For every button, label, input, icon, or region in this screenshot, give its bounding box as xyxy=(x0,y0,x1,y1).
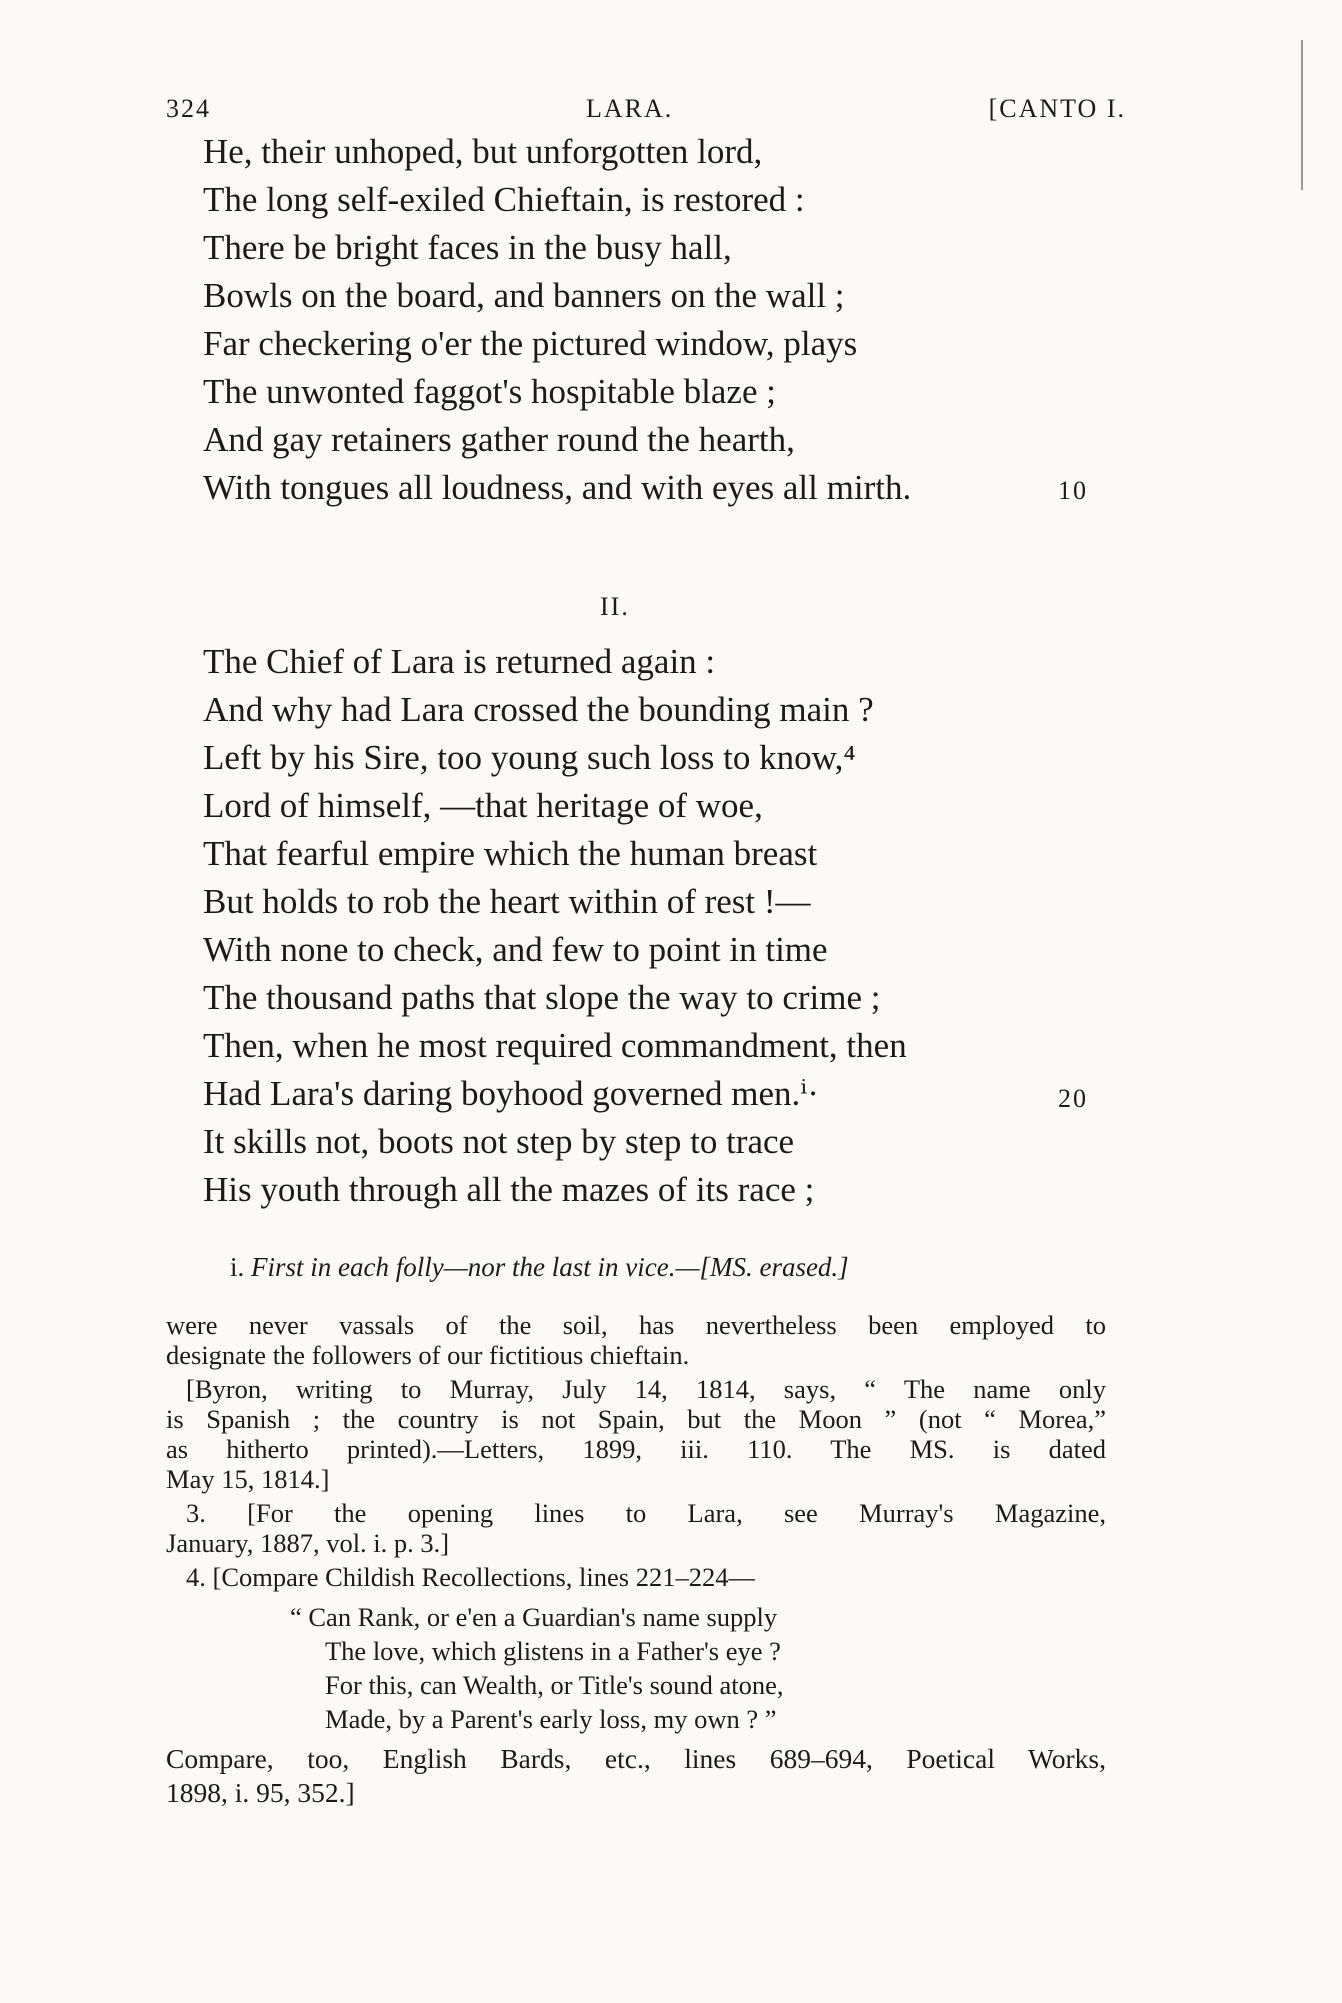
footnote-line: Compare, too, English Bards, etc., lines 689–694, Poetical Works, xyxy=(166,1743,1106,1774)
footnote-line: were never vassals of the soil, has nevertheless been employed to xyxy=(166,1310,1106,1340)
footnote-line: is Spanish ; the country is not Spain, but the Moon ” (not “ Morea,” xyxy=(166,1404,1106,1434)
verse-line: The unwonted faggot's hospitable blaze ; xyxy=(203,372,776,411)
verse-line: With none to check, and few to point in time xyxy=(203,930,828,969)
canto-label: [CANTO I. xyxy=(988,94,1126,123)
variant-footnote xyxy=(230,1252,849,1283)
line-number: 20 xyxy=(1058,1084,1088,1113)
verse-line: Then, when he most required commandment, then xyxy=(203,1026,907,1065)
footnote-line: as hitherto printed).—Letters, 1899, iii. 110. The MS. is dated xyxy=(166,1434,1106,1464)
verse-line: The thousand paths that slope the way to crime ; xyxy=(203,978,881,1017)
quote-line: “ Can Rank, or e'en a Guardian's name supply xyxy=(290,1602,778,1632)
footnote-line: designate the followers of our fictitious chieftain. xyxy=(166,1340,690,1370)
verse-line: Lord of himself, —that heritage of woe, xyxy=(203,786,763,825)
variant-text: First in each folly—nor the last in vice.—[MS. erased.] xyxy=(251,1252,849,1282)
footnote-line: 1898, i. 95, 352.] xyxy=(166,1777,355,1808)
verse-line: There be bright faces in the busy hall, xyxy=(203,228,732,267)
verse-line: Far checkering o'er the pictured window, plays xyxy=(203,324,858,363)
line-number: 10 xyxy=(1058,476,1088,505)
verse-line: Bowls on the board, and banners on the wall ; xyxy=(203,276,845,315)
footnote-line: January, 1887, vol. i. p. 3.] xyxy=(166,1528,450,1558)
quote-line: For this, can Wealth, or Title's sound atone, xyxy=(325,1670,784,1700)
verse-line: He, their unhoped, but unforgotten lord, xyxy=(203,132,763,171)
verse-line: With tongues all loudness, and with eyes all mirth. xyxy=(203,468,912,507)
verse-line: But holds to rob the heart within of rest !— xyxy=(203,882,811,921)
footnote-line: May 15, 1814.] xyxy=(166,1464,330,1494)
quote-line: Made, by a Parent's early loss, my own ? ” xyxy=(325,1704,777,1734)
verse-line: It skills not, boots not step by step to trace xyxy=(203,1122,795,1161)
running-title: LARA. xyxy=(586,94,674,123)
verse-line: Left by his Sire, too young such loss to know,⁴ xyxy=(203,738,856,777)
footnote-line: 3. [For the opening lines to Lara, see Murray's Magazine, xyxy=(186,1498,1106,1528)
page-number: 324 xyxy=(166,94,211,123)
quote-line: The love, which glistens in a Father's eye ? xyxy=(325,1636,781,1666)
footnote-line: 4. [Compare Childish Recollections, lines 221–224— xyxy=(186,1562,755,1592)
verse-line: The long self-exiled Chieftain, is restored : xyxy=(203,180,805,219)
section-number: II. xyxy=(600,592,630,621)
variant-marker: i. xyxy=(230,1252,245,1282)
margin-rule xyxy=(1301,40,1303,190)
footnote-line: [Byron, writing to Murray, July 14, 1814, says, “ The name only xyxy=(186,1374,1106,1404)
verse-line: His youth through all the mazes of its race ; xyxy=(203,1170,815,1209)
verse-line: The Chief of Lara is returned again : xyxy=(203,642,716,681)
verse-line: Had Lara's daring boyhood governed men.ⁱ· xyxy=(203,1074,819,1113)
running-header xyxy=(166,94,1126,134)
verse-line: And why had Lara crossed the bounding main ? xyxy=(203,690,874,729)
verse-line: That fearful empire which the human breast xyxy=(203,834,818,873)
verse-line: And gay retainers gather round the hearth, xyxy=(203,420,795,459)
